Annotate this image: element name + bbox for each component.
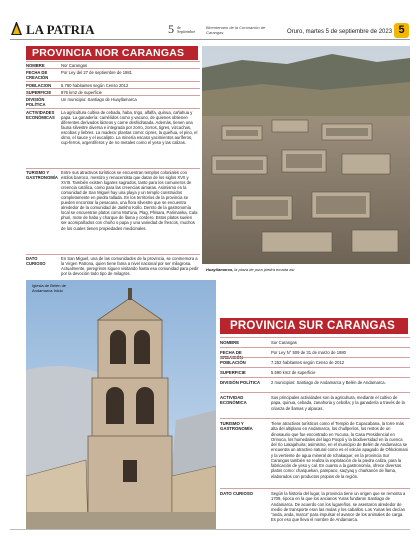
- row-value: Tiene atractivos turísticos como el Templo de Copacabana, la torre más alta del altiplano en Andamarca, los chullperíos, los restos de un dinosaurio que fue encontrado en Yucuna, la Casa Presidencial en Orinoca, los humedales del lago Poopó y la biodiversidad en la cuenca del río Lakajahuira; asimismo, en el municipio de Belén de Andamarca se encuentra un atractivo natural como es el volcán apagado de Ohkolomani y la vertiente de agua mineral de Ichakaque; en la provincia Sur Carangas también se realiza la explotación de la piedra caliza, para la fabricación de yeso y cal. En cuanto a la gastronomía, ofrece diversos platos como: charquekan, pampaco, saq'yaq y charkanón de llama, elaborados con productos propios de la región.: [271, 421, 408, 479]
- table-row: [220, 418, 410, 488]
- header-divider: [10, 39, 410, 40]
- row-label: DATO CURIOSO: [26, 256, 46, 266]
- row-label: ACTIVIDAD ECONÓMICA: [220, 395, 247, 406]
- row-value: 5.760 habitantes según Censo 2012: [61, 83, 129, 88]
- newspaper-name: LA PATRIA: [26, 22, 95, 37]
- nor-carangas-title: PROVINCIA NOR CARANGAS: [26, 46, 198, 60]
- table-row: [220, 377, 410, 391]
- row-value: Por Ley del 27 de septiembre de 1981: [61, 70, 133, 75]
- page-number-badge: 5: [394, 23, 409, 38]
- table-row: [220, 392, 410, 417]
- table-row: [220, 347, 410, 361]
- bicentenario-tagline: Bicentenario de la Coronación de Carangas: [206, 25, 266, 35]
- table-row: [26, 68, 200, 80]
- row-value: Nor Carangas: [61, 63, 88, 68]
- bicentenario-logo: [168, 22, 199, 37]
- row-value: Sus principales actividades son la agricultura, mediante el cultivo de papa, quinua, cebada, zanahoria y cebolla; y la ganadería a través de la crianza de llamas y alpacas.: [271, 395, 405, 411]
- row-label: TURISMO Y GASTRONOMÍA: [26, 170, 58, 180]
- bicentenario-word: de Septiembre: [177, 25, 196, 35]
- table-row: [220, 367, 410, 376]
- row-label: DIVISIÓN POLÍTICA: [220, 380, 261, 385]
- nor-carangas-info-table: [26, 61, 200, 275]
- row-label: DATO CURIOSO: [220, 491, 254, 496]
- table-row: [26, 81, 200, 87]
- row-label: NOMBRE: [220, 340, 240, 345]
- table-row: [26, 168, 200, 254]
- row-label: SUPERFICIE: [220, 370, 246, 375]
- row-value: 876 km2 de superficie: [61, 90, 102, 95]
- table-row: [220, 357, 410, 366]
- page-header: [0, 0, 420, 40]
- table-row: [220, 488, 410, 527]
- footer-divider: [10, 529, 410, 530]
- row-label: NOMBRE: [26, 63, 45, 68]
- row-value: La agricultura cultiva de cebada, haba, trigo, alfalfa, quinua, cañahua y papa. La ganadería: camélidos como y vacuno, de quienes obtienen diferentes derivados lácteos y carne deshidratada. Además, tienen una fauna silvestre diversa e integrada por zorro, zorros, tigres, vizcachas, escobas y liebres. La madera: plantas como: cipres, la queñua, el pino, el olmo, el sauce y el eucalipto. La minería escaso yacimientos auríferos, cup-ferros, argentíferos y de no metales como el yeso y las calizas.: [61, 110, 198, 146]
- sur-photo-caption: Iglesia de Belén de Andamarca Inicio: [32, 283, 67, 293]
- table-row: [26, 108, 200, 168]
- newspaper-logo-icon: [10, 21, 23, 36]
- sur-carangas-title: PROVINCIA SUR CARANGAS: [220, 318, 408, 334]
- table-row: [26, 95, 200, 107]
- ruins-landscape-image: [202, 46, 410, 264]
- table-row: [26, 88, 200, 94]
- church-tower-image: [26, 280, 216, 530]
- row-label: SUPERFICIE: [26, 90, 52, 95]
- nor-photo-caption: [206, 267, 295, 272]
- row-label: ACTIVIDADES ECONÓMICAS: [26, 110, 55, 120]
- table-row: [220, 337, 410, 346]
- row-value: Un municipio: Santiago de Huayllamarca: [61, 97, 137, 102]
- row-label: TURISMO Y GASTRONOMÍA: [220, 421, 253, 432]
- sur-carangas-info-table: [220, 337, 410, 527]
- caption-text: la plaza de pura piedra tocada así: [234, 267, 295, 272]
- row-label: POBLACION: [26, 83, 52, 88]
- row-value: Sur Carangas: [271, 340, 297, 345]
- row-label: POBLACIÓN: [220, 360, 246, 365]
- row-value: Por Ley N° 509 de 31 de marzo de 1980: [271, 350, 347, 355]
- row-value: Según la historia del lugar, la provincia tiene un origen que se remonta a 1709, época en la que los ancianos Yuras fundaron Santiago de Andamarca. De acuerdo con los lugareños, se asentaron alrededor de medio de transporte eran las mulas y los caballos. Los Yunas les decían "anda, anda, marca" para impulsar el avance de los animales de carga. Es por eso que lleva el nombre de Andamarca.: [271, 491, 406, 523]
- nor-carangas-photo: [202, 46, 410, 264]
- sur-carangas-photo: [26, 280, 216, 530]
- row-value: 7.252 habitantes según Censo de 2012: [271, 360, 345, 365]
- row-label: FECHA DE CREACIÓN: [26, 70, 49, 80]
- row-label: DIVISIÓN POLÍTICA: [26, 97, 46, 107]
- row-value: En San Miguel, una de las comunidades de la provincia, se conmemora a la Virgen Patrona, quien tiene fama a nivel nacional por ser milagrosa. Actualmente, peregrinos siguen visitando hasta esa comunidad para pedir por la devoción todo tipo de milagros.: [61, 256, 199, 277]
- row-label: FECHA DE CREACIÓN: [220, 350, 243, 361]
- caption-bold: Huayllamarca,: [206, 267, 234, 272]
- tower: [88, 320, 172, 526]
- table-row: [26, 61, 200, 67]
- row-value: 5.590 km2 de superficie: [271, 370, 316, 375]
- bicentenario-number: 5: [168, 22, 174, 36]
- row-value: Entre sus atractivos turísticos se encuentran templos coloniales con estilos barroco, mestizo y renacentista que datan de los siglos XVII y XVIII. También existen lugares sagrados, tanto para los comuneros de creencia católica, como para las creencias aimaras. Asimismo en la comunidad de San Miguel hay una playa y un templo construidos completamente en piedra tallada. En los territorios de la provincia se pueden encontrar la pesacana, una flora silvestre que se encuentra alrededor de la comunidad de Jankho Kollo. Dentro de la gastronomía local se encuentran platos como Mut'una, Plag, Phisara, Parimanka, Cala phuri, mote de haba y charque de llama y cordero. Estos platos suelen ser acompañados con chuño o papa y una variedad de frescos, muchos de los cuales tienen propiedades medicinales.: [61, 170, 198, 231]
- table-row: [26, 254, 200, 275]
- row-value: 2 municipios: Santiago de Andamarca y Belén de Andamarca.: [271, 380, 386, 385]
- dateline: Oruro, martes 5 de septiembre de 2023: [287, 29, 393, 35]
